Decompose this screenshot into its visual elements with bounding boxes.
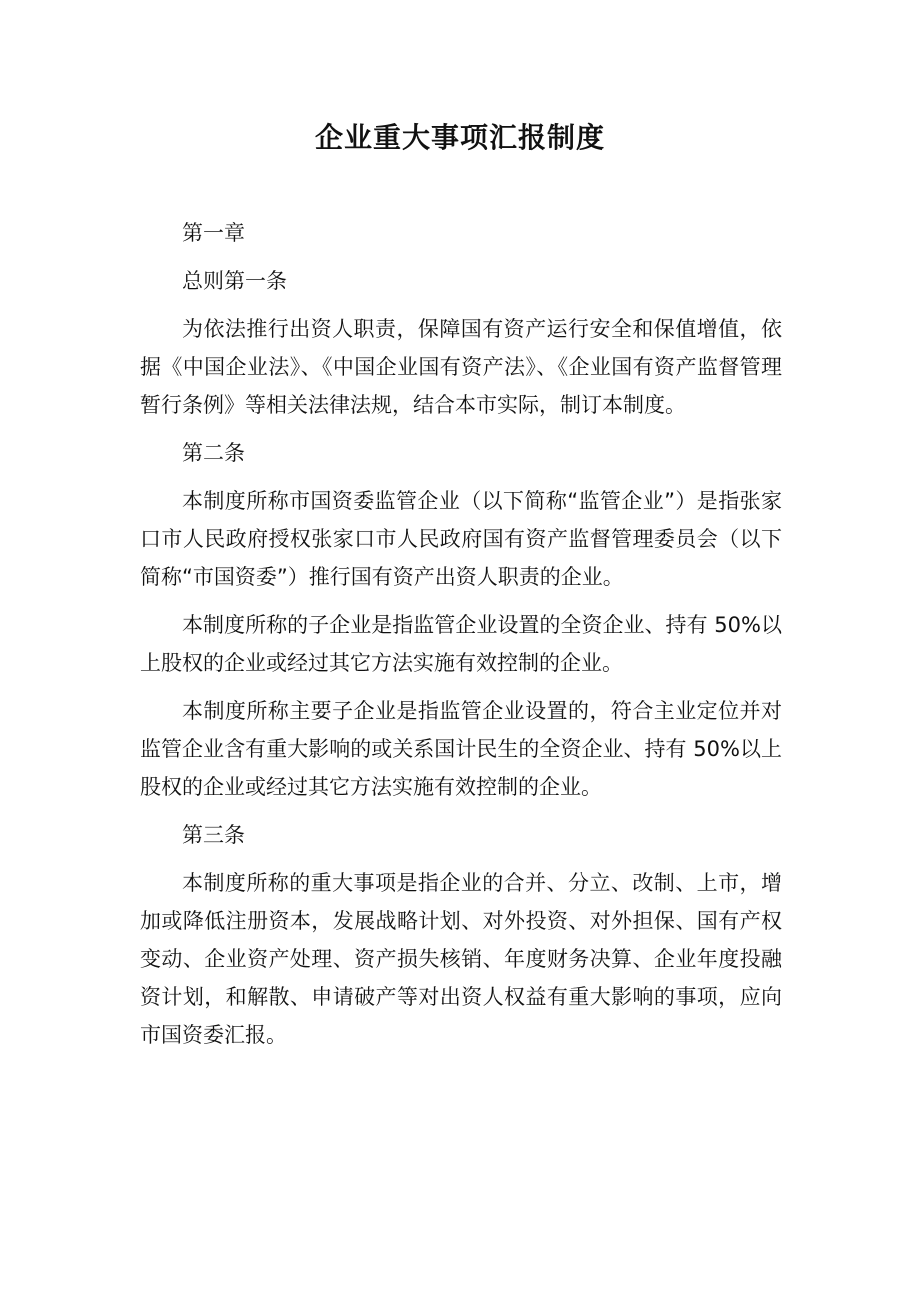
document-title: 企业重大事项汇报制度: [314, 121, 605, 154]
article3-paragraph: 本制度所称的重大事项是指企业的合并、分立、改制、上市，增加或降低注册资本，发展战略计划、对外投资、对外担保、国有产权变动、企业资产处理、资产损失核销、年度财务决算、企业年度投融资计划，和解散、申请破产等对出资人权益有重大影响的事项，应向市国资委汇报。: [140, 871, 782, 1047]
article2-paragraph-1: 本制度所称市国资委监管企业（以下简称“监管企业”）是指张家口市人民政府授权张家口市人民政府国有资产监督管理委员会（以下简称“市国资委”）推行国有资产出资人职责的企业。: [140, 489, 782, 589]
article3-heading: 第三条: [182, 823, 245, 847]
article2-paragraph-3: 本制度所称主要子企业是指监管企业设置的，符合主业定位并对监管企业含有重大影响的或关系国计民生的全资企业、持有 50%以上股权的企业或经过其它方法实施有效控制的企业。: [140, 699, 782, 799]
chapter-heading: 第一章: [182, 221, 245, 245]
article2-heading: 第二条: [182, 441, 245, 465]
general-provisions-heading: 总则第一条: [182, 269, 287, 293]
article2-paragraph-2: 本制度所称的子企业是指监管企业设置的全资企业、持有 50%以上股权的企业或经过其它方法实施有效控制的企业。: [140, 613, 782, 675]
article1-paragraph: 为依法推行出资人职责，保障国有资产运行安全和保值增值，依据《中国企业法》、《中国企业国有资产法》、《企业国有资产监督管理暂行条例》等相关法律法规，结合本市实际，制订本制度。: [140, 317, 782, 417]
document-body: [140, 214, 782, 1064]
